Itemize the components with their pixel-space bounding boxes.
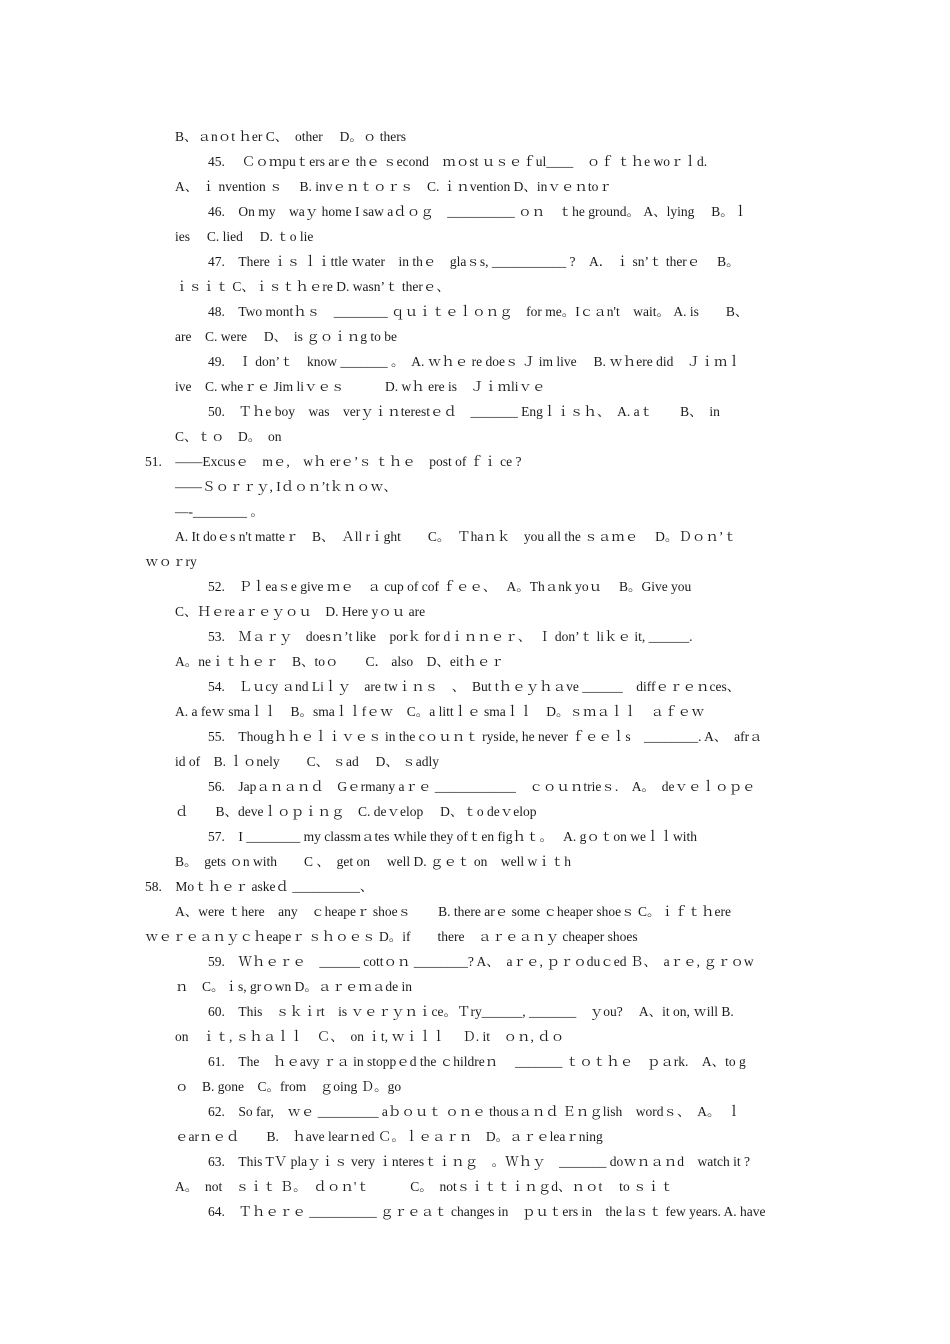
text-line: C、ｔｏ D。 on	[175, 429, 282, 444]
text-line: ｗｏｒry	[145, 554, 197, 569]
text-line: —-________ 。	[175, 504, 264, 519]
question-55: 55. Thougｈｈｅｌｉｖｅｓ in the cｏｕｎｔ ryside, he never ｆｅｅｌs ________. A、 afrａ	[208, 729, 763, 744]
question-63: 63. This TＶ plaｙｉｓ very ｉnteresｔｉｎｇ 。Ｗｈｙ _______ doｗｎａｎd watch it ?	[208, 1154, 750, 1169]
question-62: 62. So far, ｗｅ _________ aｂｏｕｔ ｏｎｅ thousａｎｄ Ｅｎｇlish wordｓ、 A。 ｌ	[208, 1104, 741, 1119]
text-line: ｅarｎｅｄ B. ｈave learｎed Ｃ。ｌｅａｒｎ D。ａｒｅleaｒning	[175, 1129, 603, 1144]
question-52: 52. Ｐｌeaｓe give ｍｅ ａ cup of cof ｆｅｅ、 A。Thａnk yoｕ B。Give you	[208, 579, 692, 594]
text-line: B。 gets ｏn with C 、 get on well D. ｇｅｔ on well wｉｔh	[175, 854, 571, 869]
text-line: ｄ B、deveｌｏｐｉｎｇ C. deｖelop D、ｔo deｖelop	[175, 804, 537, 819]
question-49: 49. Ｉ donʼｔ know _______ 。 A. ｗｈｅ re doeｓ Ｊ im live B. ｗｈere did Ｊｉｍｌ	[208, 354, 741, 369]
text-line: id of B. ｌｏnely C、 ｓad D、 ｓadly	[175, 754, 439, 769]
question-58: 58. Moｔｈｅｒ askeｄ __________、	[145, 879, 374, 894]
text-line: A。 not ｓｉｔ Ｂ。 ｄｏｎ'ｔ C。 notｓｉｔｔｉｎｇd、ｎｏt to ｓｉｔ	[175, 1179, 674, 1194]
question-46: 46. On my waｙ home I saw aｄｏｇ __________ ｏｎ ｔhe ground。 A、lying B。ｌ	[208, 204, 748, 219]
question-47: 47. There ｉｓ ｌｉttle ｗater in thｅ glaｓs, ___________ ? A． ｉ snʼｔ therｅ B。	[208, 254, 740, 269]
question-60: 60. This ｓｋｉrt is ｖｅｒｙｎｉce。Ｔry______, _______ ｙou? A、it on, ｗill B.	[208, 1004, 734, 1019]
question-54: 54. Ｌｕcy ａnd Liｌｙ are twｉｎｓ 、 But tｈｅｙｈａve ______ diffｅｒｅｎces、	[208, 679, 741, 694]
question-56: 56. Japａｎａｎｄ Gｅrmany aｒｅ ____________ ｃｏｕｎtrieｓ. A。 deｖｅｌｏｐｅ	[208, 779, 756, 794]
text-line: C、Ｈｅre aｒｅｙｏｕ D. Here yｏｕ are	[175, 604, 426, 619]
question-64: 64. Ｔｈｅｒｅ __________ ｇｒｅａｔ changes in ｐｕｔers in the laｓｔ few years. A. have	[208, 1204, 766, 1219]
text-line: ——Ｓｏｒｒｙ, Iｄｏｎʼtｋｎｏｗ、	[175, 479, 397, 494]
text-line: ｗｅｒｅａｎｙｃｈeapeｒ ｓｈｏｅｓ D。if there ａｒｅａｎｙ cheaper shoes	[145, 929, 638, 944]
question-59: 59. Ｗｈｅｒｅ ______ cottｏｎ ________? A、 aｒｅ, ｐｒｏduｃed Ｂ、 aｒｅ, ｇｒｏw	[208, 954, 754, 969]
text-line: A、 ｉ nvention ｓ B. invｅｎｔｏｒｓ C. ｉｎvention D、inｖｅｎtoｒ	[175, 179, 612, 194]
question-48: 48. Two montｈｓ ________ ｑｕｉｔｅｌｏｎｇ for me。Iｃａn't wait。 A. is B、	[208, 304, 749, 319]
text-line: ｎ C。ｉs, grｏwn D。ａｒｅｍａde in	[175, 979, 412, 994]
text-line: ｉｓｉｔ C、ｉｓｔｈｅre D. wasnʼｔ therｅ、	[175, 279, 450, 294]
question-61: 61. The ｈｅavy ｒａ in stoppｅd the ｃhildreｎ _______ ｔｏｔｈｅ ｐａrk. A、to g	[208, 1054, 746, 1069]
text-line: A. a feｗ smaｌｌ B。smaｌｌfｅｗ C。a littｌｅ smaｌｌ D。ｓｍａｌｌ ａｆｅｗ	[175, 704, 705, 719]
text-line: A。neｉｔｈｅｒ B、toｏ C． also D、eitｈｅｒ	[175, 654, 504, 669]
question-53: 53. Ｍａｒｙ doesｎʼt like porｋ for dｉｎｎｅｒ、 Ｉ donʼｔ liｋｅ it, ______.	[208, 629, 693, 644]
text-line: ive C. wheｒｅ Jim liｖｅｓ D. wｈ ere is Ｊｉｍliｖｅ	[175, 379, 546, 394]
text-line: ｏ B. gone C。from ｇoing Ｄ。go	[175, 1079, 402, 1094]
question-50: 50. Ｔｈe boy was verｙｉｎterestｅｄ _______ Engｌｉｓｈ、 A. aｔ B、 in	[208, 404, 720, 419]
text-line: are C. were D、 is ｇｏｉｎg to be	[175, 329, 397, 344]
text-line: A. It doｅs n't matteｒ B、 Ａll rｉght C。 Ｔhaｎｋ you all the ｓａｍｅ D。Ｄｏｎʼｔ	[175, 529, 737, 544]
text-line: ies C. lied D. ｔo lie	[175, 229, 314, 244]
question-45: 45. Ｃｏｍpuｔers arｅ thｅ ｓecond ｍｏst ｕｓｅｆul____ ｏｆ ｔｈe woｒｌd.	[208, 154, 708, 169]
text-line: on ｉｔ, ｓｈａｌｌ Ｃ、 on ｉt, ｗｉｌｌ Ｄ. it ｏｎ, ｄｏ	[175, 1029, 565, 1044]
question-51: 51. ——Excusｅ mｅ, wｈ erｅʼｓ ｔｈｅ post of ｆｉ ce ?	[145, 454, 522, 469]
text-line: A、were ｔhere any ｃheapeｒ shoeｓ B. there arｅ some ｃheaper shoeｓ C。ｉｆｔｈere	[175, 904, 731, 919]
question-57: 57. I ________ my classmａtes ｗhile they ofｔen figｈｔ。 A. gｏｔon weｌｌwith	[208, 829, 697, 844]
text-line: B、ａnｏt ｈer C、 other D。ｏ thers	[175, 129, 406, 144]
